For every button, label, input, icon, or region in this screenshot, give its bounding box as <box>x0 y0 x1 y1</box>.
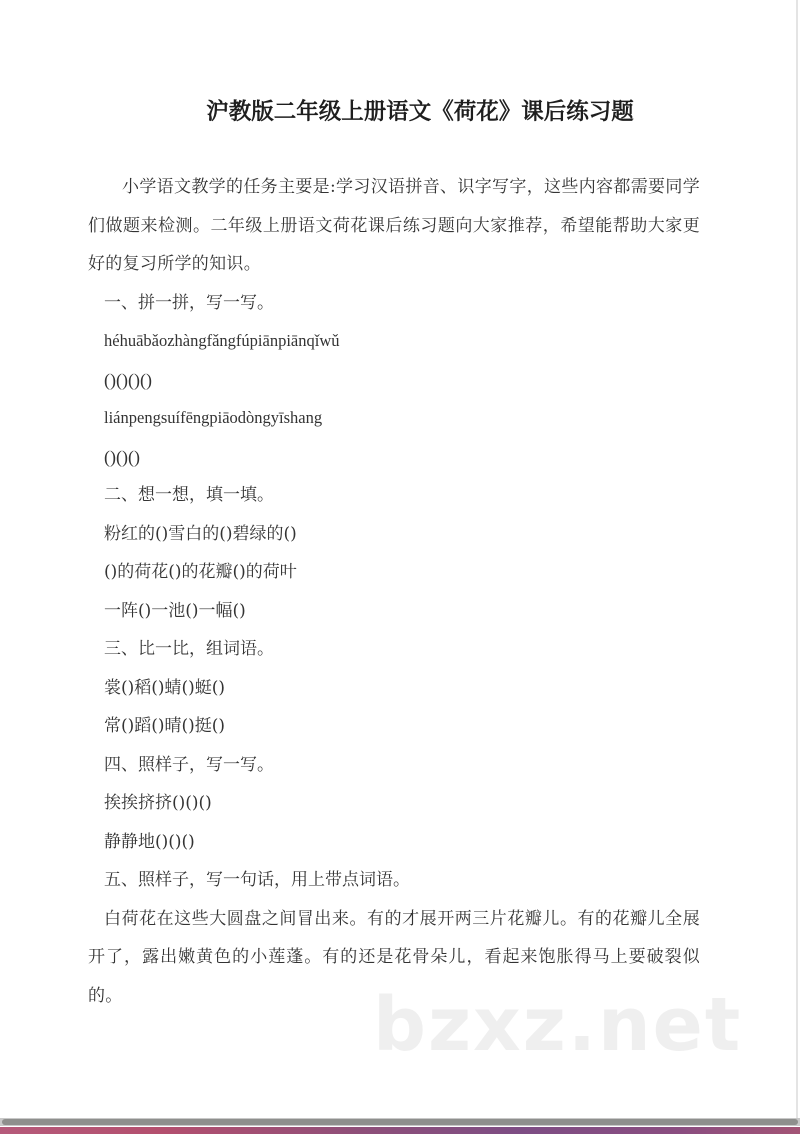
section-4-line-1: 挨挨挤挤()()() <box>104 793 212 813</box>
section-2-line-1: 粉红的()雪白的()碧绿的() <box>104 523 297 544</box>
section-3-line-1: 裳()稻()蜻()蜓() <box>104 677 226 698</box>
section-1-pinyin-line-1: héhuābǎozhàngfǎngfúpiānpiānqǐwǔ <box>104 331 340 350</box>
desktop-background-strip <box>0 1127 800 1134</box>
intro-paragraph: 小学语文教学的任务主要是:学习汉语拼音、识字写字，这些内容都需要同学们做题来检测。二年级上册语文荷花课后练习题向大家推荐，希望能帮助大家更好的复习所学的知识。 <box>88 177 700 274</box>
closing-paragraph: 白荷花在这些大圆盘之间冒出来。有的才展开两三片花瓣儿。有的花瓣儿全展开了，露出嫩黄色的小莲蓬。有的还是花骨朵儿，看起来饱胀得马上要破裂似的。 <box>88 908 700 1006</box>
section-2-heading: 二、想一想，填一填。 <box>104 485 274 505</box>
watermark: bzxz.net <box>373 982 743 1068</box>
section-4-heading: 四、照样子，写一写。 <box>104 754 274 775</box>
section-5-heading: 五、照样子，写一句话，用上带点词语。 <box>104 870 410 890</box>
document-body <box>88 168 700 1015</box>
section-1-heading: 一、拼一拼，写一写。 <box>104 292 274 313</box>
page-edge-divider <box>796 0 798 1118</box>
section-1-pinyin-line-2: liánpengsuífēngpiāodòngyīshang <box>104 408 323 427</box>
section-2-line-2: ()的荷花()的花瓣()的荷叶 <box>104 562 297 582</box>
document-title: 沪教版二年级上册语文《荷花》课后练习题 <box>206 99 634 125</box>
section-2-line-3: 一阵()一池()一幅() <box>104 600 246 621</box>
section-1-blanks-line-1: ()()()() <box>104 369 152 390</box>
section-3-heading: 三、比一比，组词语。 <box>104 639 274 659</box>
section-1-blanks-line-2: ()()() <box>104 446 140 467</box>
section-3-line-2: 常()蹈()晴()挺() <box>104 716 226 736</box>
horizontal-scrollbar-thumb[interactable] <box>2 1119 798 1125</box>
section-4-line-2: 静静地()()() <box>104 831 195 852</box>
